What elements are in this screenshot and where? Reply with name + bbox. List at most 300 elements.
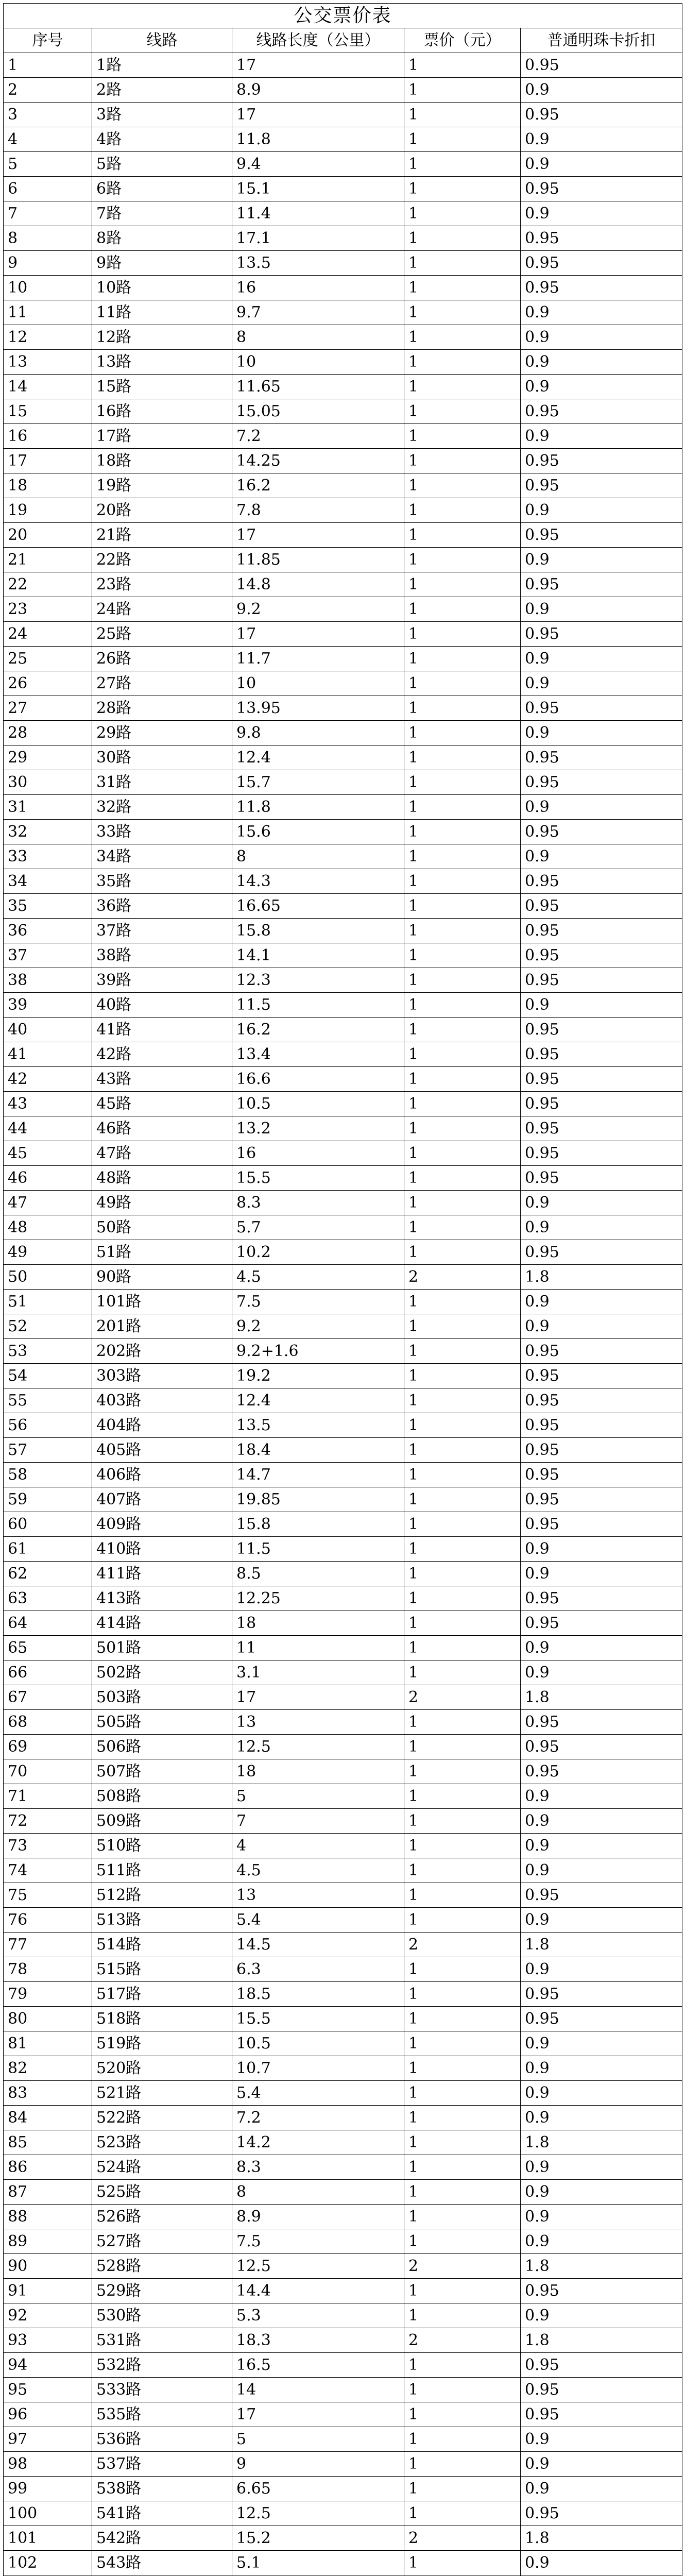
cell-discount: 0.9 (521, 1215, 682, 1240)
cell-discount: 0.9 (521, 2081, 682, 2106)
cell-route: 43路 (92, 1067, 232, 1092)
cell-fare: 2 (404, 1933, 521, 1957)
cell-index: 35 (4, 894, 92, 919)
cell-index: 53 (4, 1339, 92, 1364)
cell-length: 17 (232, 53, 404, 78)
cell-discount: 0.9 (521, 1660, 682, 1685)
cell-fare: 1 (404, 251, 521, 276)
cell-length: 12.4 (232, 1388, 404, 1413)
cell-discount: 0.95 (521, 1883, 682, 1908)
cell-length: 5.3 (232, 2303, 404, 2328)
cell-route: 38路 (92, 943, 232, 968)
header-route: 线路 (92, 28, 232, 53)
cell-fare: 1 (404, 473, 521, 498)
cell-fare: 1 (404, 993, 521, 1018)
cell-discount: 0.95 (521, 1463, 682, 1487)
cell-length: 14.1 (232, 943, 404, 968)
cell-length: 12.3 (232, 968, 404, 993)
cell-fare: 1 (404, 1982, 521, 2007)
cell-fare: 1 (404, 2402, 521, 2427)
cell-route: 511路 (92, 1858, 232, 1883)
cell-discount: 0.95 (521, 1116, 682, 1141)
cell-fare: 1 (404, 2229, 521, 2254)
cell-index: 64 (4, 1611, 92, 1636)
cell-route: 404路 (92, 1413, 232, 1438)
cell-discount: 0.9 (521, 1784, 682, 1809)
cell-fare: 1 (404, 2180, 521, 2205)
table-row (4, 1784, 682, 1809)
cell-route: 13路 (92, 350, 232, 375)
cell-discount: 0.9 (521, 498, 682, 523)
cell-index: 22 (4, 572, 92, 597)
cell-fare: 1 (404, 103, 521, 127)
cell-fare: 1 (404, 1215, 521, 1240)
table-row (4, 1339, 682, 1364)
cell-route: 15路 (92, 375, 232, 399)
cell-route: 530路 (92, 2303, 232, 2328)
table-row (4, 1042, 682, 1067)
cell-length: 7.2 (232, 2106, 404, 2130)
cell-fare: 1 (404, 671, 521, 696)
cell-length: 10 (232, 350, 404, 375)
cell-fare: 1 (404, 2081, 521, 2106)
cell-index: 50 (4, 1265, 92, 1290)
table-title: 公交票价表 (4, 4, 682, 28)
cell-fare: 1 (404, 1636, 521, 1660)
table-row (4, 2180, 682, 2205)
cell-discount: 0.95 (521, 820, 682, 844)
cell-index: 57 (4, 1438, 92, 1463)
cell-discount: 0.95 (521, 919, 682, 943)
cell-length: 5.1 (232, 2551, 404, 2575)
cell-index: 38 (4, 968, 92, 993)
cell-length: 9.4 (232, 152, 404, 177)
table-row (4, 770, 682, 795)
cell-length: 5 (232, 1784, 404, 1809)
cell-route: 411路 (92, 1562, 232, 1586)
table-row (4, 473, 682, 498)
cell-discount: 0.95 (521, 1735, 682, 1759)
cell-length: 11.4 (232, 201, 404, 226)
cell-fare: 2 (404, 2328, 521, 2353)
cell-index: 74 (4, 1858, 92, 1883)
cell-index: 69 (4, 1735, 92, 1759)
cell-length: 12.5 (232, 2254, 404, 2279)
cell-index: 7 (4, 201, 92, 226)
cell-index: 15 (4, 399, 92, 424)
cell-fare: 1 (404, 1413, 521, 1438)
cell-fare: 1 (404, 1042, 521, 1067)
cell-discount: 0.95 (521, 1141, 682, 1166)
table-row (4, 1290, 682, 1314)
cell-length: 15.8 (232, 1512, 404, 1537)
cell-route: 502路 (92, 1660, 232, 1685)
cell-fare: 1 (404, 919, 521, 943)
cell-discount: 0.9 (521, 127, 682, 152)
cell-length: 14.2 (232, 2130, 404, 2155)
cell-length: 16.5 (232, 2353, 404, 2378)
cell-fare: 1 (404, 1438, 521, 1463)
cell-index: 61 (4, 1537, 92, 1562)
cell-fare: 1 (404, 1957, 521, 1982)
cell-fare: 1 (404, 1858, 521, 1883)
table-row (4, 127, 682, 152)
cell-length: 9.2 (232, 597, 404, 622)
cell-length: 5.4 (232, 1908, 404, 1933)
cell-length: 16 (232, 276, 404, 300)
cell-index: 12 (4, 325, 92, 350)
cell-route: 510路 (92, 1834, 232, 1858)
cell-length: 17 (232, 622, 404, 647)
cell-fare: 1 (404, 325, 521, 350)
cell-length: 8.9 (232, 2205, 404, 2229)
cell-length: 16.2 (232, 473, 404, 498)
header-length: 线路长度（公里） (232, 28, 404, 53)
cell-route: 538路 (92, 2477, 232, 2501)
cell-length: 14.8 (232, 572, 404, 597)
cell-length: 16 (232, 1141, 404, 1166)
cell-index: 16 (4, 424, 92, 449)
cell-length: 17 (232, 523, 404, 548)
cell-length: 8.5 (232, 1562, 404, 1586)
cell-route: 4路 (92, 127, 232, 152)
cell-index: 9 (4, 251, 92, 276)
cell-index: 94 (4, 2353, 92, 2378)
header-index: 序号 (4, 28, 92, 53)
cell-fare: 1 (404, 1067, 521, 1092)
cell-discount: 1.8 (521, 1933, 682, 1957)
cell-length: 6.3 (232, 1957, 404, 1982)
cell-index: 81 (4, 2031, 92, 2056)
cell-index: 37 (4, 943, 92, 968)
table-row (4, 1018, 682, 1042)
cell-fare: 1 (404, 820, 521, 844)
cell-length: 10.2 (232, 1240, 404, 1265)
table-row (4, 894, 682, 919)
cell-fare: 2 (404, 2526, 521, 2551)
table-row (4, 78, 682, 103)
cell-discount: 0.95 (521, 1710, 682, 1735)
table-row (4, 1116, 682, 1141)
table-row (4, 1735, 682, 1759)
cell-fare: 1 (404, 53, 521, 78)
cell-route: 3路 (92, 103, 232, 127)
table-row (4, 2081, 682, 2106)
cell-length: 8.3 (232, 1191, 404, 1215)
table-row (4, 2229, 682, 2254)
cell-route: 36路 (92, 894, 232, 919)
cell-discount: 0.95 (521, 276, 682, 300)
cell-route: 503路 (92, 1685, 232, 1710)
cell-length: 17.1 (232, 226, 404, 251)
cell-length: 16.65 (232, 894, 404, 919)
cell-route: 525路 (92, 2180, 232, 2205)
cell-route: 33路 (92, 820, 232, 844)
table-row (4, 424, 682, 449)
cell-discount: 0.9 (521, 2551, 682, 2575)
cell-route: 406路 (92, 1463, 232, 1487)
cell-route: 410路 (92, 1537, 232, 1562)
cell-fare: 2 (404, 1685, 521, 1710)
table-row (4, 2526, 682, 2551)
cell-fare: 1 (404, 152, 521, 177)
cell-discount: 0.9 (521, 2229, 682, 2254)
cell-route: 201路 (92, 1314, 232, 1339)
cell-fare: 1 (404, 1166, 521, 1191)
table-row (4, 1265, 682, 1290)
cell-route: 39路 (92, 968, 232, 993)
title-row (4, 4, 682, 28)
table-row (4, 1141, 682, 1166)
cell-route: 90路 (92, 1265, 232, 1290)
cell-discount: 0.95 (521, 1487, 682, 1512)
cell-route: 31路 (92, 770, 232, 795)
cell-route: 41路 (92, 1018, 232, 1042)
cell-discount: 0.95 (521, 1339, 682, 1364)
cell-discount: 0.9 (521, 1957, 682, 1982)
table-row (4, 1438, 682, 1463)
cell-length: 8 (232, 2180, 404, 2205)
cell-fare: 1 (404, 1463, 521, 1487)
cell-fare: 1 (404, 2031, 521, 2056)
cell-fare: 1 (404, 943, 521, 968)
cell-length: 14.25 (232, 449, 404, 473)
cell-fare: 1 (404, 597, 521, 622)
cell-discount: 0.95 (521, 2279, 682, 2303)
table-row (4, 2106, 682, 2130)
cell-discount: 0.95 (521, 1586, 682, 1611)
table-row (4, 2155, 682, 2180)
cell-fare: 1 (404, 1611, 521, 1636)
cell-index: 102 (4, 2551, 92, 2575)
cell-length: 7.5 (232, 1290, 404, 1314)
cell-route: 16路 (92, 399, 232, 424)
table-row (4, 1240, 682, 1265)
table-row (4, 993, 682, 1018)
cell-route: 506路 (92, 1735, 232, 1759)
cell-length: 14.7 (232, 1463, 404, 1487)
cell-length: 15.5 (232, 2007, 404, 2031)
table-row (4, 103, 682, 127)
cell-index: 95 (4, 2378, 92, 2402)
table-row (4, 1759, 682, 1784)
cell-discount: 0.95 (521, 696, 682, 721)
cell-fare: 1 (404, 2155, 521, 2180)
cell-length: 4 (232, 1834, 404, 1858)
cell-length: 11.7 (232, 647, 404, 671)
cell-fare: 1 (404, 1191, 521, 1215)
cell-discount: 0.95 (521, 399, 682, 424)
table-row (4, 2205, 682, 2229)
cell-discount: 0.9 (521, 1290, 682, 1314)
cell-route: 18路 (92, 449, 232, 473)
table-row (4, 1487, 682, 1512)
cell-length: 13.4 (232, 1042, 404, 1067)
cell-discount: 0.9 (521, 671, 682, 696)
cell-index: 68 (4, 1710, 92, 1735)
cell-fare: 1 (404, 894, 521, 919)
cell-route: 7路 (92, 201, 232, 226)
cell-length: 17 (232, 2402, 404, 2427)
header-discount: 普通明珠卡折扣 (521, 28, 682, 53)
cell-fare: 1 (404, 2477, 521, 2501)
cell-index: 30 (4, 770, 92, 795)
table-row (4, 745, 682, 770)
cell-fare: 1 (404, 350, 521, 375)
cell-discount: 0.95 (521, 1042, 682, 1067)
table-row (4, 2031, 682, 2056)
table-row (4, 1660, 682, 1685)
table-row (4, 177, 682, 201)
cell-route: 527路 (92, 2229, 232, 2254)
cell-route: 1路 (92, 53, 232, 78)
cell-length: 9.2 (232, 1314, 404, 1339)
table-row (4, 1463, 682, 1487)
cell-fare: 1 (404, 399, 521, 424)
table-row (4, 152, 682, 177)
cell-discount: 1.8 (521, 2130, 682, 2155)
cell-index: 48 (4, 1215, 92, 1240)
cell-discount: 0.95 (521, 968, 682, 993)
header-fare: 票价（元） (404, 28, 521, 53)
table-row (4, 2303, 682, 2328)
cell-fare: 1 (404, 844, 521, 869)
cell-route: 520路 (92, 2056, 232, 2081)
cell-discount: 0.9 (521, 2303, 682, 2328)
cell-length: 8 (232, 844, 404, 869)
fare-table (3, 3, 682, 2576)
cell-length: 15.8 (232, 919, 404, 943)
table-row (4, 449, 682, 473)
cell-index: 77 (4, 1933, 92, 1957)
cell-fare: 1 (404, 2303, 521, 2328)
cell-fare: 1 (404, 1388, 521, 1413)
cell-discount: 0.9 (521, 300, 682, 325)
cell-discount: 1.8 (521, 2526, 682, 2551)
table-row (4, 399, 682, 424)
cell-discount: 0.9 (521, 2205, 682, 2229)
cell-fare: 1 (404, 2353, 521, 2378)
cell-discount: 0.95 (521, 2353, 682, 2378)
cell-discount: 0.9 (521, 1314, 682, 1339)
cell-index: 90 (4, 2254, 92, 2279)
cell-index: 14 (4, 375, 92, 399)
cell-route: 28路 (92, 696, 232, 721)
cell-fare: 1 (404, 1562, 521, 1586)
cell-length: 15.1 (232, 177, 404, 201)
cell-discount: 0.95 (521, 1364, 682, 1388)
table-row (4, 1685, 682, 1710)
cell-length: 7.2 (232, 424, 404, 449)
table-row (4, 1636, 682, 1660)
cell-index: 54 (4, 1364, 92, 1388)
cell-index: 18 (4, 473, 92, 498)
cell-index: 44 (4, 1116, 92, 1141)
cell-length: 6.65 (232, 2477, 404, 2501)
cell-fare: 1 (404, 1290, 521, 1314)
table-row (4, 1413, 682, 1438)
table-row (4, 1933, 682, 1957)
table-row (4, 1388, 682, 1413)
cell-length: 13.2 (232, 1116, 404, 1141)
cell-index: 66 (4, 1660, 92, 1685)
cell-index: 52 (4, 1314, 92, 1339)
cell-route: 32路 (92, 795, 232, 820)
cell-length: 17 (232, 1685, 404, 1710)
cell-length: 13 (232, 1883, 404, 1908)
cell-length: 3.1 (232, 1660, 404, 1685)
cell-route: 403路 (92, 1388, 232, 1413)
cell-index: 19 (4, 498, 92, 523)
cell-index: 70 (4, 1759, 92, 1784)
table-row (4, 325, 682, 350)
table-row (4, 1537, 682, 1562)
cell-index: 101 (4, 2526, 92, 2551)
cell-length: 15.05 (232, 399, 404, 424)
cell-fare: 1 (404, 2106, 521, 2130)
cell-route: 45路 (92, 1092, 232, 1116)
table-row (4, 696, 682, 721)
table-row (4, 1512, 682, 1537)
cell-discount: 0.9 (521, 1562, 682, 1586)
cell-fare: 1 (404, 2378, 521, 2402)
cell-route: 42路 (92, 1042, 232, 1067)
cell-length: 10 (232, 671, 404, 696)
cell-discount: 0.9 (521, 795, 682, 820)
cell-index: 78 (4, 1957, 92, 1982)
cell-discount: 0.9 (521, 2180, 682, 2205)
cell-route: 30路 (92, 745, 232, 770)
cell-route: 531路 (92, 2328, 232, 2353)
table-row (4, 1982, 682, 2007)
cell-index: 34 (4, 869, 92, 894)
cell-discount: 0.9 (521, 721, 682, 745)
cell-discount: 0.95 (521, 745, 682, 770)
table-row (4, 350, 682, 375)
cell-index: 20 (4, 523, 92, 548)
table-row (4, 300, 682, 325)
cell-fare: 1 (404, 498, 521, 523)
cell-length: 18.5 (232, 1982, 404, 2007)
table-row (4, 2427, 682, 2452)
cell-length: 14.4 (232, 2279, 404, 2303)
cell-discount: 0.9 (521, 2477, 682, 2501)
cell-route: 8路 (92, 226, 232, 251)
cell-fare: 1 (404, 696, 521, 721)
table-row (4, 1710, 682, 1735)
table-row (4, 548, 682, 572)
cell-length: 14.3 (232, 869, 404, 894)
cell-discount: 0.95 (521, 2501, 682, 2526)
cell-index: 99 (4, 2477, 92, 2501)
cell-index: 23 (4, 597, 92, 622)
cell-route: 17路 (92, 424, 232, 449)
table-row (4, 1215, 682, 1240)
table-row (4, 2328, 682, 2353)
table-row (4, 2254, 682, 2279)
table-row (4, 820, 682, 844)
table-row (4, 1883, 682, 1908)
cell-route: 522路 (92, 2106, 232, 2130)
cell-fare: 1 (404, 1784, 521, 1809)
cell-index: 76 (4, 1908, 92, 1933)
cell-length: 15.5 (232, 1166, 404, 1191)
cell-fare: 1 (404, 1314, 521, 1339)
table-row (4, 2353, 682, 2378)
cell-route: 46路 (92, 1116, 232, 1141)
cell-index: 27 (4, 696, 92, 721)
cell-fare: 1 (404, 226, 521, 251)
